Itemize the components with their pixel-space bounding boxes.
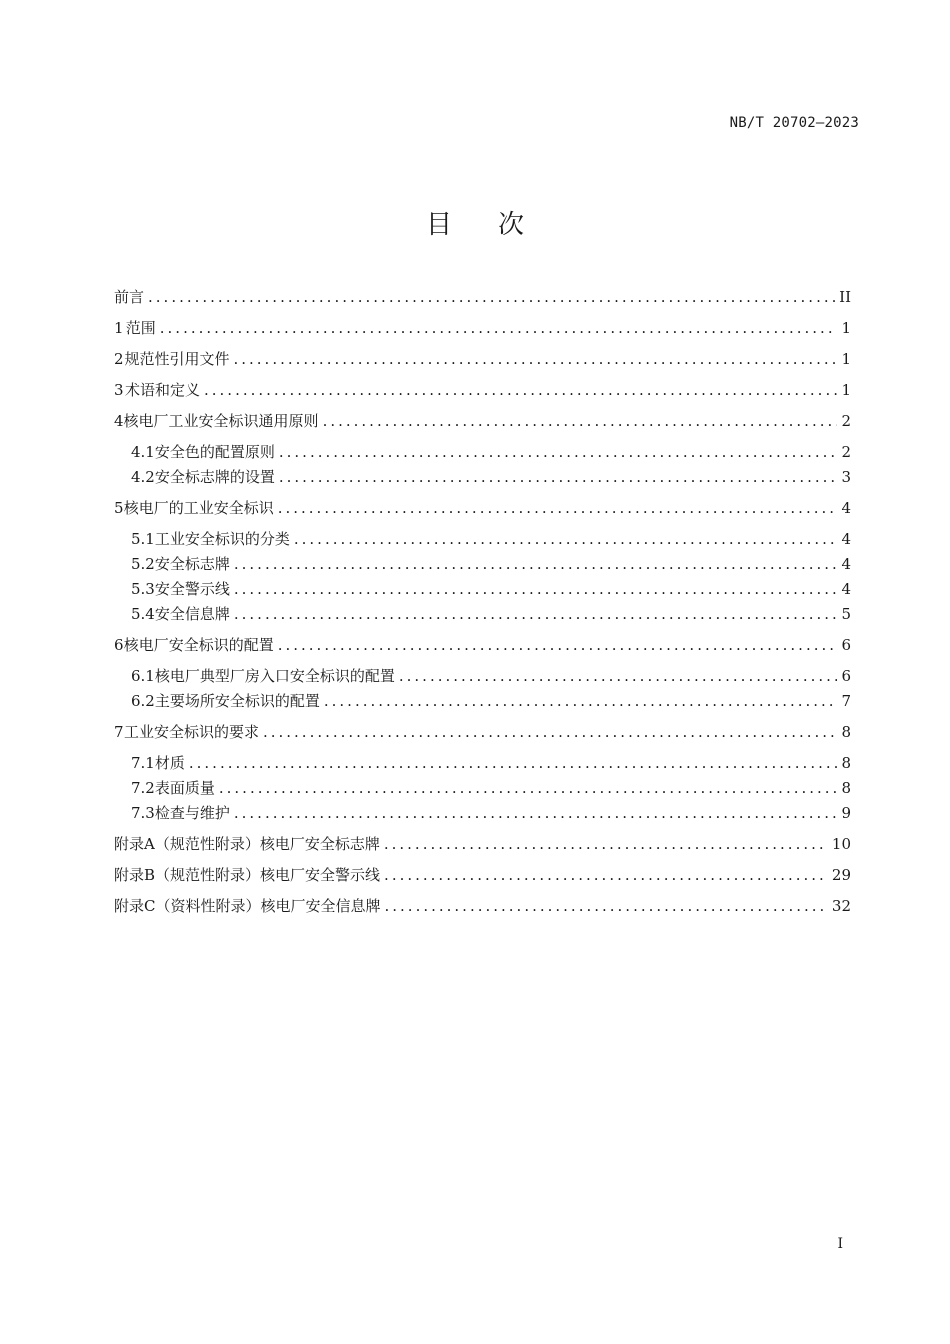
toc-leader-dots	[384, 833, 828, 855]
toc-entry-page: 2	[841, 443, 851, 461]
toc-entry-number: 7	[114, 723, 124, 741]
toc-entry[interactable]	[114, 379, 851, 401]
toc-entry-page: 4	[841, 530, 851, 548]
toc-entry-title: 范围	[125, 319, 156, 337]
toc-entry-page: II	[839, 288, 851, 306]
toc-entry-number: 7.2	[131, 779, 155, 797]
toc-entry-page: 2	[841, 412, 851, 430]
toc-leader-dots	[234, 553, 837, 575]
toc-entry-page: 5	[841, 605, 851, 623]
toc-entry[interactable]	[131, 603, 851, 625]
toc-leader-dots	[385, 895, 828, 917]
toc-entry-title: 核电厂安全警示线	[260, 866, 381, 884]
toc-entry[interactable]	[131, 690, 851, 712]
toc-entry[interactable]	[114, 833, 851, 855]
toc-entry[interactable]	[114, 721, 851, 743]
toc-leader-dots	[323, 410, 837, 432]
toc-entry-page: 6	[841, 667, 851, 685]
toc-entry[interactable]	[114, 348, 851, 370]
toc-entry-title: 主要场所安全标识的配置	[154, 692, 320, 710]
toc-leader-dots	[324, 690, 837, 712]
toc-entry-page: 9	[841, 804, 851, 822]
toc-entry-number: 4.1	[131, 443, 155, 461]
toc-leader-dots	[384, 864, 828, 886]
toc-entry[interactable]	[114, 286, 851, 308]
toc-entry-page: 6	[841, 636, 851, 654]
toc-entry-page: 4	[841, 555, 851, 573]
toc-entry-title: 核电厂的工业安全标识	[123, 499, 274, 517]
toc-entry[interactable]	[114, 497, 851, 519]
toc-entry-page: 4	[841, 580, 851, 598]
toc-entry[interactable]	[114, 634, 851, 656]
toc-entry[interactable]	[114, 864, 851, 886]
toc-entry[interactable]	[131, 752, 851, 774]
toc-entry[interactable]	[131, 553, 851, 575]
toc-title-char-2: 次	[498, 210, 525, 240]
toc-leader-dots	[279, 441, 837, 463]
toc-leader-dots	[279, 466, 837, 488]
toc-entry-title: 表面质量	[154, 779, 215, 797]
toc-leader-dots	[189, 752, 837, 774]
toc-entry-title: 核电厂安全标志牌	[259, 835, 380, 853]
toc-leader-dots	[399, 665, 837, 687]
toc-entry-title: 工业安全标识的分类	[154, 530, 290, 548]
toc-leader-dots	[160, 317, 837, 339]
toc-entry[interactable]	[131, 802, 851, 824]
toc-entry-title: 核电厂工业安全标识通用原则	[123, 412, 319, 430]
toc-entry-number: 4	[114, 412, 124, 430]
toc-entry-page: 29	[831, 866, 851, 884]
toc-entry-title: 安全色的配置原则	[154, 443, 275, 461]
toc-entry-number: 1	[114, 319, 124, 337]
toc-entry-title: 安全标志牌	[154, 555, 230, 573]
toc-entry[interactable]	[131, 578, 851, 600]
toc-entry-number: 7.1	[131, 754, 155, 772]
page-number: I	[837, 1236, 843, 1252]
toc-leader-dots	[234, 578, 837, 600]
toc-entry-title: 前言	[114, 288, 145, 306]
toc-leader-dots	[263, 721, 837, 743]
toc-title-char-1: 目	[425, 210, 452, 240]
toc-entry-number: 附录A（规范性附录）	[114, 835, 260, 853]
toc-entry-title: 安全标志牌的设置	[154, 468, 275, 486]
toc-leader-dots	[294, 528, 837, 550]
toc-entry-number: 3	[114, 381, 124, 399]
toc-leader-dots	[148, 286, 835, 308]
toc-entry-number: 7.3	[131, 804, 155, 822]
toc-entry-title: 安全警示线	[154, 580, 230, 598]
toc-leader-dots	[219, 777, 837, 799]
toc-title	[0, 204, 950, 241]
toc-entry-number: 5.3	[131, 580, 155, 598]
toc-entry-page: 3	[841, 468, 851, 486]
toc-entry-page: 8	[841, 754, 851, 772]
toc-entry[interactable]	[131, 777, 851, 799]
toc-entry-number: 2	[114, 350, 124, 368]
toc-entry-title: 规范性引用文件	[124, 350, 230, 368]
toc-entry-page: 8	[841, 779, 851, 797]
toc-entry-number: 5.4	[131, 605, 155, 623]
toc-leader-dots	[233, 348, 837, 370]
toc-entry-number: 5.1	[131, 530, 155, 548]
toc-entry-page: 1	[841, 350, 851, 368]
toc-entry-number: 6	[114, 636, 124, 654]
toc-entry-number: 6.1	[131, 667, 155, 685]
toc-entry[interactable]	[114, 895, 851, 917]
toc-entry[interactable]	[131, 441, 851, 463]
toc-entry[interactable]	[131, 665, 851, 687]
toc-entry-number: 附录B（规范性附录）	[114, 866, 261, 884]
toc-entry-page: 32	[831, 897, 851, 915]
toc-entry-title: 核电厂安全标识的配置	[123, 636, 274, 654]
toc-entry-number: 4.2	[131, 468, 155, 486]
toc-entry-title: 工业安全标识的要求	[123, 723, 259, 741]
standard-code: NB/T 20702—2023	[729, 115, 859, 131]
toc-leader-dots	[234, 603, 837, 625]
toc-entry-title: 核电厂安全信息牌	[260, 897, 381, 915]
toc-entry-page: 1	[841, 381, 851, 399]
toc-entry[interactable]	[131, 528, 851, 550]
toc-entry-title: 材质	[154, 754, 185, 772]
toc-entry[interactable]	[114, 317, 851, 339]
toc-entry-page: 1	[841, 319, 851, 337]
toc-entry-title: 安全信息牌	[154, 605, 230, 623]
toc-leader-dots	[278, 497, 837, 519]
toc-leader-dots	[234, 802, 837, 824]
toc-entry-title: 核电厂典型厂房入口安全标识的配置	[154, 667, 395, 685]
toc-entry-title: 检查与维护	[154, 804, 230, 822]
toc-entry-number: 5.2	[131, 555, 155, 573]
toc-entry-number: 附录C（资料性附录）	[114, 897, 261, 915]
toc-entry-page: 10	[831, 835, 851, 853]
toc-entry-page: 4	[841, 499, 851, 517]
toc-entry-title: 术语和定义	[124, 381, 200, 399]
toc-entry-number: 5	[114, 499, 124, 517]
toc-entry-number: 6.2	[131, 692, 155, 710]
toc-leader-dots	[278, 634, 837, 656]
toc-entry-page: 8	[841, 723, 851, 741]
toc-entry-page: 7	[841, 692, 851, 710]
toc-leader-dots	[204, 379, 837, 401]
toc-entry[interactable]	[131, 466, 851, 488]
toc-entry[interactable]	[114, 410, 851, 432]
